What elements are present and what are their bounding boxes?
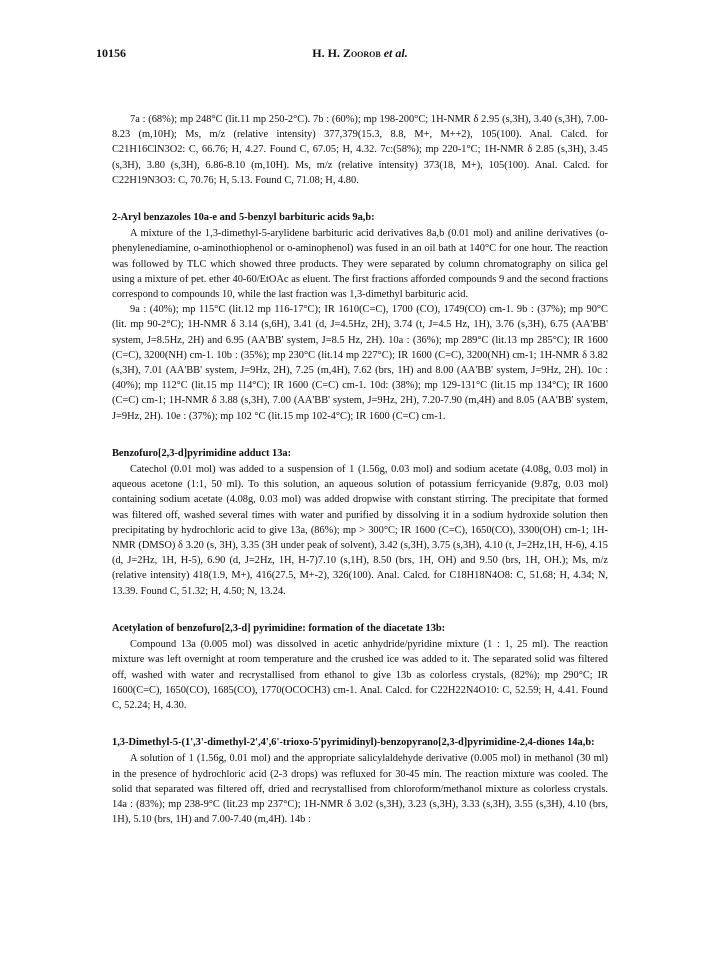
section-title-benzopyranopyrimidine: 1,3-Dimethyl-5-(1',3'-dimethyl-2',4',6'-trioxo-5'pyrimidinyl)-benzopyrano[2,3-d]pyrimidine-2,4-diones 14a,b: — [112, 737, 595, 749]
paragraph-benzopyranopyrimidine: A solution of 1 (1.56g, 0.01 mol) and the appropriate salicylaldehyde derivative (0.005 mol) in methanol (30 ml) in the presence of hydrochloric acid (2-3 drops) was refluxed for 30-45 min. The reaction mixture was cooled. The solid that separated was filtered off, dried and recrystallised from chloroform/methanol mixture as colorless crystals. 14a : (83%); mp 238-9°C (lit.23 mp 237°C); 1H-NMR δ 3.02 (s,3H), 3.23 (s,3H), 3.33 (s,3H), 3.55 (s,3H), 4.10 (brs, 1H), 5.10 (brs, 1H) and 7.00-7.40 (m,4H). 14b : — [112, 753, 608, 826]
author-smallcaps: oorob — [350, 46, 381, 60]
paragraph-7abc: 7a : (68%); mp 248°C (lit.11 mp 250-2°C). 7b : (60%); mp 198-200°C; 1H-NMR δ 2.95 (s,3H), 3.40 (s,3H), 7.00-8.23 (m,10H); Ms, m/z (relative intensity) 377,379(15.3, 8.8, M+, M++2), 105(100). Anal. Calcd. for C21H16ClN3O2: C, 66.76; H, 4.27. Found C, 67.05; H, 4.32. 7c:(58%); mp 220-1°C; 1H-NMR δ 2.85 (s,3H), 3.45 (s,3H), 3.80 (s,3H), 6.86-8.10 (m,10H). Ms, m/z (relative intensity) 373(18, M+), 105(100). Anal. Calcd. for C22H19N3O3: C, 70.76; H, 5.13. Found C, 71.08; H, 4.80. — [112, 114, 608, 186]
author-prefix: H. H. Z — [312, 46, 351, 60]
page-header — [96, 46, 624, 66]
page-number: 10156 — [96, 46, 126, 60]
section-title-acetylation: Acetylation of benzofuro[2,3-d] pyrimidine: formation of the diacetate 13b: — [112, 622, 446, 634]
paragraph-benzazoles-procedure: A mixture of the 1,3-dimethyl-5-arylidene barbituric acid derivatives 8a,b (0.01 mol) and aniline derivatives (o-phenylenediamine, o-aminothiophenol or o-aminophenol) was fused in an oil bath at 140°C for one hour. The reaction was followed by TLC which showed three products. They were separated by column chromatography on silica gel using a mixture of pet. ether 40-60/EtOAc as eluent. The first fractions afforded compounds 9 and the second fractions correspond to compounds 10, while the last fraction was 1,3-dimethyl barbituric acid. — [112, 228, 608, 301]
paragraph-benzazoles-data: 9a : (40%); mp 115°C (lit.12 mp 116-17°C); IR 1610(C=C), 1700 (CO), 1749(CO) cm-1. 9b : (37%); mp 90°C (lit. mp 90-2°C); 1H-NMR δ 3.14 (s,6H), 3.41 (d, J=4.5Hz, 2H), 3.74 (t, J=4.5 Hz, 1H), 3.76 (s,3H), 6.75 (AA'BB' system, J=8.5Hz, 2H) and 6.95 (AA'BB' system, J=8.5 Hz, 2H). 10a : (36%); mp 289°C (lit.13 mp 285°C); IR 1600 (C=C), 3200(NH) cm-1. 10b : (35%); mp 230°C (lit.14 mp 227°C); IR 1600 (C=C), 3200(NH) cm-1; 1H-NMR δ 3.82 (s,3H), 7.01 (AA'BB' system, J=9Hz, 2H), 7.25 (m,4H), 7.62 (brs, 1H) and 8.00 (AA'BB' system, J=9Hz, 2H). 10c : (40%); mp 112°C (lit.15 mp 114°C); IR 1600 (C=C) cm-1. 10d: (38%); mp 129-131°C (lit.15 mp 134°C); IR 1600 (C=C) cm-1; 1H-NMR δ 3.88 (s,3H), 7.00 (AA'BB' system, J=9Hz, 2H), 7.20-7.90 (m,4H) and 8.05 (AA'BB' system, J=9Hz, 2H). 10e : (37%); mp 102 °C (lit.15 mp 102-4°C); IR 1600 (C=C) cm-1. — [112, 304, 608, 422]
paragraph-benzofuropyrimidine: Catechol (0.01 mol) was added to a suspension of 1 (1.56g, 0.03 mol) and sodium acetate (4.08g, 0.03 mol) in aqueous acetone (1:1, 50 ml). To this solution, an aqueous solution of potassium ferricyanide (9.87g, 0.03 mol) containing sodium acetate (4.08g, 0.03 mol) was added dropwise with constant stirring. The precipitate that formed was filtered off, washed several times with water and purified by dissolving it in a sodium hydroxide solution then precipitating by hydrochloric acid to give 13a, (86%); mp > 300°C; IR 1600 (C=C), 1650(CO), 3300(OH) cm-1; 1H-NMR (DMSO) δ 3.20 (s, 3H), 3.35 (3H under peak of solvent), 3.42 (s,3H), 3.75 (s,3H), 4.10 (t, J=2Hz,1H, H-6), 4.15 (d, J=2Hz, 1H, H-5), 6.90 (d, J=2Hz, 1H, H-7)7.10 (s,1H), 8.50 (brs, 1H, OH) and 9.50 (brs, 1H, OH.); Ms, m/z (relative intensity) 418(1.9, M+), 416(27.5, M+-2), 326(100). Anal. Calcd. for C18H18N4O8: C, 51.68; H, 4.34; N, 13.39. Found C, 51.32; H, 4.50; N, 13.24. — [112, 464, 608, 597]
running-head — [96, 46, 624, 61]
paragraph-acetylation: Compound 13a (0.005 mol) was dissolved in acetic anhydride/pyridine mixture (1 : 1, 25 ml). The reaction mixture was left overnight at room temperature and the crushed ice was added to it. The separated solid was filtered off, washed with water and recrystallised from ethanol to give 13b as colorless crystals, (82%); mp 290°C; IR 1600(C=C), 1650(CO), 1685(CO), 1770(OCOCH3) cm-1. Anal. Calcd. for C22H22N4O10: C, 52.59; H, 4.41. Found C, 52.24; H, 4.30. — [112, 639, 608, 711]
author-suffix: et al. — [380, 46, 408, 60]
body-text — [112, 112, 608, 827]
section-title-benzofuropyrimidine: Benzofuro[2,3-d]pyrimidine adduct 13a: — [112, 447, 292, 459]
section-title-benzazoles: 2-Aryl benzazoles 10a-e and 5-benzyl barbituric acids 9a,b: — [112, 212, 375, 224]
